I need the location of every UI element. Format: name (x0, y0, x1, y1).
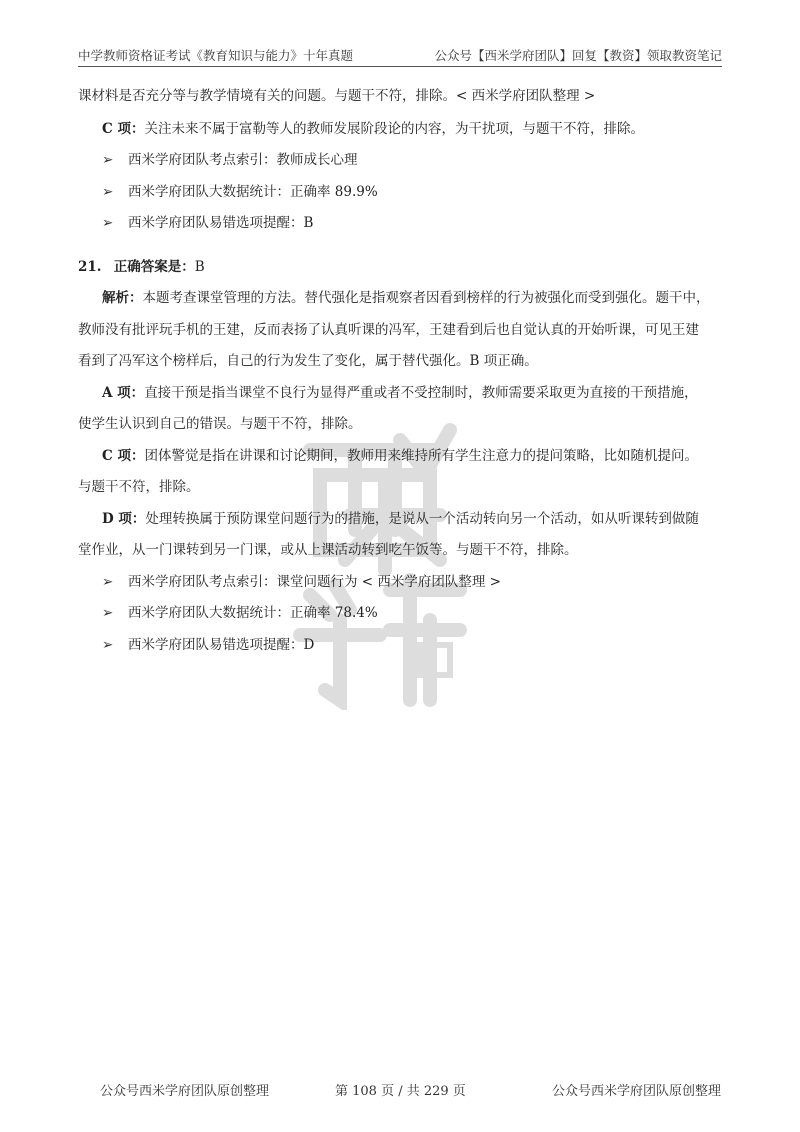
arrow-bullet-icon: ➢ (102, 152, 114, 168)
q21-jiexi-line-2: 教师没有批评玩手机的王建，反而表扬了认真听课的冯军，王建看到后也自觉认真的开始听课，可见王建 (78, 322, 699, 338)
q21-option-a-line-2: 使学生认识到自己的错误。与题干不符，排除。 (78, 416, 362, 432)
q21-answer-label: 正确答案是： (113, 259, 195, 275)
q21-jiexi-line-1 (102, 286, 710, 306)
q21-option-d-line-2: 堂作业，从一门课转到另一门课，或从上课活动转到吃午饭等。与题干不符，排除。 (78, 542, 578, 558)
q21-jiexi-label: 解析： (102, 290, 143, 306)
q21-option-d-text: 处理转换属于预防课堂问题行为的措施，是说从一个活动转向另一个活动，如从听课转到做随 (145, 511, 699, 527)
footer-right-text: 公众号西米学府团队原创整理 (552, 1084, 722, 1099)
q21-option-c-line-2: 与题干不符，排除。 (78, 479, 200, 495)
header-right-text: 公众号【西米学府团队】回复【教资】领取教资笔记 (434, 48, 722, 63)
q21-option-a-text: 直接干预是指当课堂不良行为显得严重或者不受控制时，教师需要采取更为直接的干预措施， (144, 385, 698, 401)
q21-option-d-label: D 项： (102, 511, 146, 527)
arrow-bullet-icon: ➢ (102, 184, 114, 200)
q21-bullet-text: 西米学府团队考点索引：课堂问题行为 < 西米学府团队整理 > (128, 574, 501, 590)
q21-bullet-text: 西米学府团队易错选项提醒：D (128, 637, 315, 653)
q21-option-c-text: 团体警觉是指在讲课和讨论期间，教师用来维持所有学生注意力的提问策略，比如随机提问。 (144, 448, 698, 464)
prev-bullet-3 (102, 211, 313, 231)
prev-bullet-1 (102, 148, 358, 168)
q21-option-c-label: C 项： (102, 448, 145, 464)
prev-option-c (102, 117, 644, 137)
q21-option-a-label: A 项： (102, 385, 145, 401)
q21-bullet-1 (102, 570, 501, 590)
prev-bullet-2 (102, 180, 378, 200)
page-number: 第 108 页 / 共 229 页 (335, 1084, 466, 1099)
arrow-bullet-icon: ➢ (102, 637, 114, 653)
footer-left-text: 公众号西米学府团队原创整理 (100, 1084, 270, 1099)
prev-option-c-text: 关注未来不属于富勒等人的教师发展阶段论的内容，为干扰项，与题干不符，排除。 (144, 121, 644, 137)
arrow-bullet-icon: ➢ (102, 605, 114, 621)
q21-answer: B (194, 259, 205, 275)
q21-number: 21. (78, 259, 102, 275)
q21-bullet-3 (102, 633, 314, 653)
q21-heading (78, 255, 205, 275)
q21-jiexi-line-3: 看到了冯军这个榜样后，自己的行为发生了变化，属于替代强化。B 项正确。 (78, 353, 538, 369)
prev-bullet-text: 西米学府团队易错选项提醒：B (128, 215, 314, 231)
arrow-bullet-icon: ➢ (102, 215, 114, 231)
arrow-bullet-icon: ➢ (102, 574, 114, 590)
header-left-text: 中学教师资格证考试《教育知识与能力》十年真题 (78, 48, 354, 63)
prev-bullet-text: 西米学府团队考点索引：教师成长心理 (128, 152, 358, 168)
page-header (78, 46, 722, 67)
prev-option-c-label: C 项： (102, 121, 145, 137)
q21-jiexi-text: 本题考查课堂管理的方法。替代强化是指观察者因看到榜样的行为被强化而受到强化。题干中， (142, 290, 710, 306)
prev-continuation: 课材料是否充分等与教学情境有关的问题。与题干不符，排除。< 西米学府团队整理 > (78, 88, 596, 104)
q21-option-a-line-1 (102, 381, 698, 401)
q21-option-d-line-1 (102, 507, 699, 527)
q21-bullet-2 (102, 601, 378, 621)
q21-bullet-text: 西米学府团队大数据统计：正确率 78.4% (128, 605, 378, 621)
q21-option-c-line-1 (102, 444, 698, 464)
prev-bullet-text: 西米学府团队大数据统计：正确率 89.9% (128, 184, 378, 200)
